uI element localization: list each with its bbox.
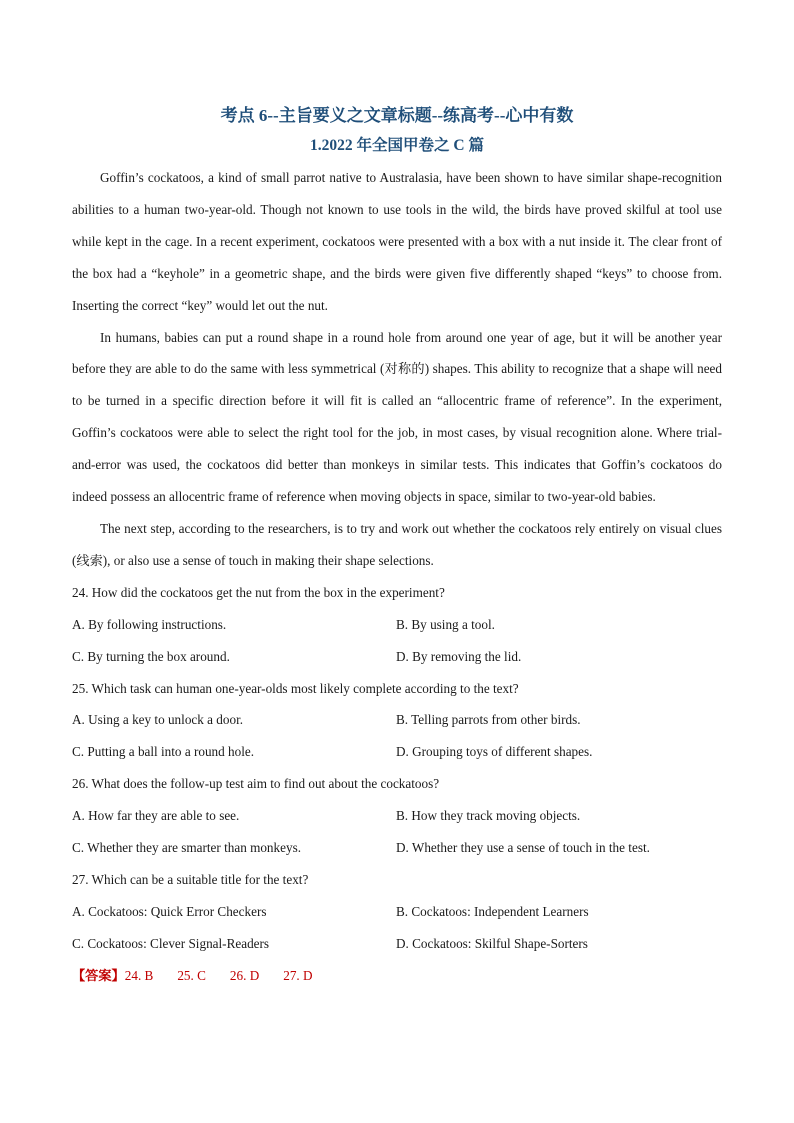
answer-label: 【答案】 [72,967,125,983]
option-d: D. Cockatoos: Skilful Shape-Sorters [396,935,588,951]
option-b: B. Cockatoos: Independent Learners [396,903,589,919]
question-25 [72,673,722,769]
question-stem: 24. How did the cockatoos get the nut from the box in the experiment? [72,584,445,600]
question-options [72,704,722,768]
option-c: C. By turning the box around. [72,648,230,664]
document-page [72,100,722,992]
option-b: B. How they track moving objects. [396,808,581,824]
option-c: C. Whether they are smarter than monkeys. [72,840,301,856]
question-options [72,609,722,673]
option-a: A. Cockatoos: Quick Error Checkers [72,903,267,919]
question-options [72,800,722,864]
answer-item: 24. B [124,967,154,983]
option-d: D. By removing the lid. [396,648,522,664]
question-27 [72,864,722,960]
answer-item: 26. D [229,967,260,983]
answer-item: 27. D [283,967,313,983]
passage-paragraph-1: Goffin’s cockatoos, a kind of small parrot native to Australasia, have been shown to have similar shape-recognition abilities to a human two-year-old. Though not known to use tools in the wild, the birds have proved skilful at tool use while kept in the cage. In a recent experiment, cockatoos were presented with a box with a nut inside it. The clear front of the box had a “keyhole” in a geometric shape, and the birds were given five differently shaped “keys” to choose from. Inserting the correct “key” would let out the nut. [72,170,722,313]
answer-item: 25. C [177,967,206,983]
page-title: 考点 6--主旨要义之文章标题--练高考--心中有数 [220,106,574,125]
option-a: A. How far they are able to see. [72,808,240,824]
page-subtitle: 1.2022 年全国甲卷之 C 篇 [310,137,484,154]
question-stem: 27. Which can be a suitable title for the text? [72,871,309,887]
question-stem: 26. What does the follow-up test aim to find out about the cockatoos? [72,776,440,792]
question-stem: 25. Which task can human one-year-olds most likely complete according to the text? [72,680,519,696]
question-26 [72,768,722,864]
option-c: C. Cockatoos: Clever Signal-Readers [72,935,270,951]
option-b: B. Telling parrots from other birds. [396,712,581,728]
passage-paragraph-3: The next step, according to the researchers, is to try and work out whether the cockatoos rely entirely on visual clues (线索), or also use a sense of touch in making their shape selections. [72,520,722,568]
option-a: A. By following instructions. [72,616,227,632]
answer-key [72,960,722,992]
passage-paragraph-2: In humans, babies can put a round shape in a round hole from around one year of age, but it will be another year before they are able to do the same with less symmetrical (对称的) shapes. This ability to recognize that a shape will need to be turned in a specific direction before it will fit is called an “allocentric frame of reference”. In the experiment, Goffin’s cockatoos were able to select the right tool for the job, in most cases, by visual recognition alone. Where trial-and-error was used, the cockatoos did better than monkeys in similar tests. This indicates that Goffin’s cockatoos do indeed possess an allocentric frame of reference when moving objects in space, similar to two-year-old babies. [72,329,722,505]
option-b: B. By using a tool. [396,616,495,632]
passage [72,162,722,577]
option-a: A. Using a key to unlock a door. [72,712,244,728]
option-d: D. Whether they use a sense of touch in the test. [396,840,650,856]
question-24 [72,577,722,673]
option-c: C. Putting a ball into a round hole. [72,744,255,760]
question-options [72,896,722,960]
option-d: D. Grouping toys of different shapes. [396,744,593,760]
